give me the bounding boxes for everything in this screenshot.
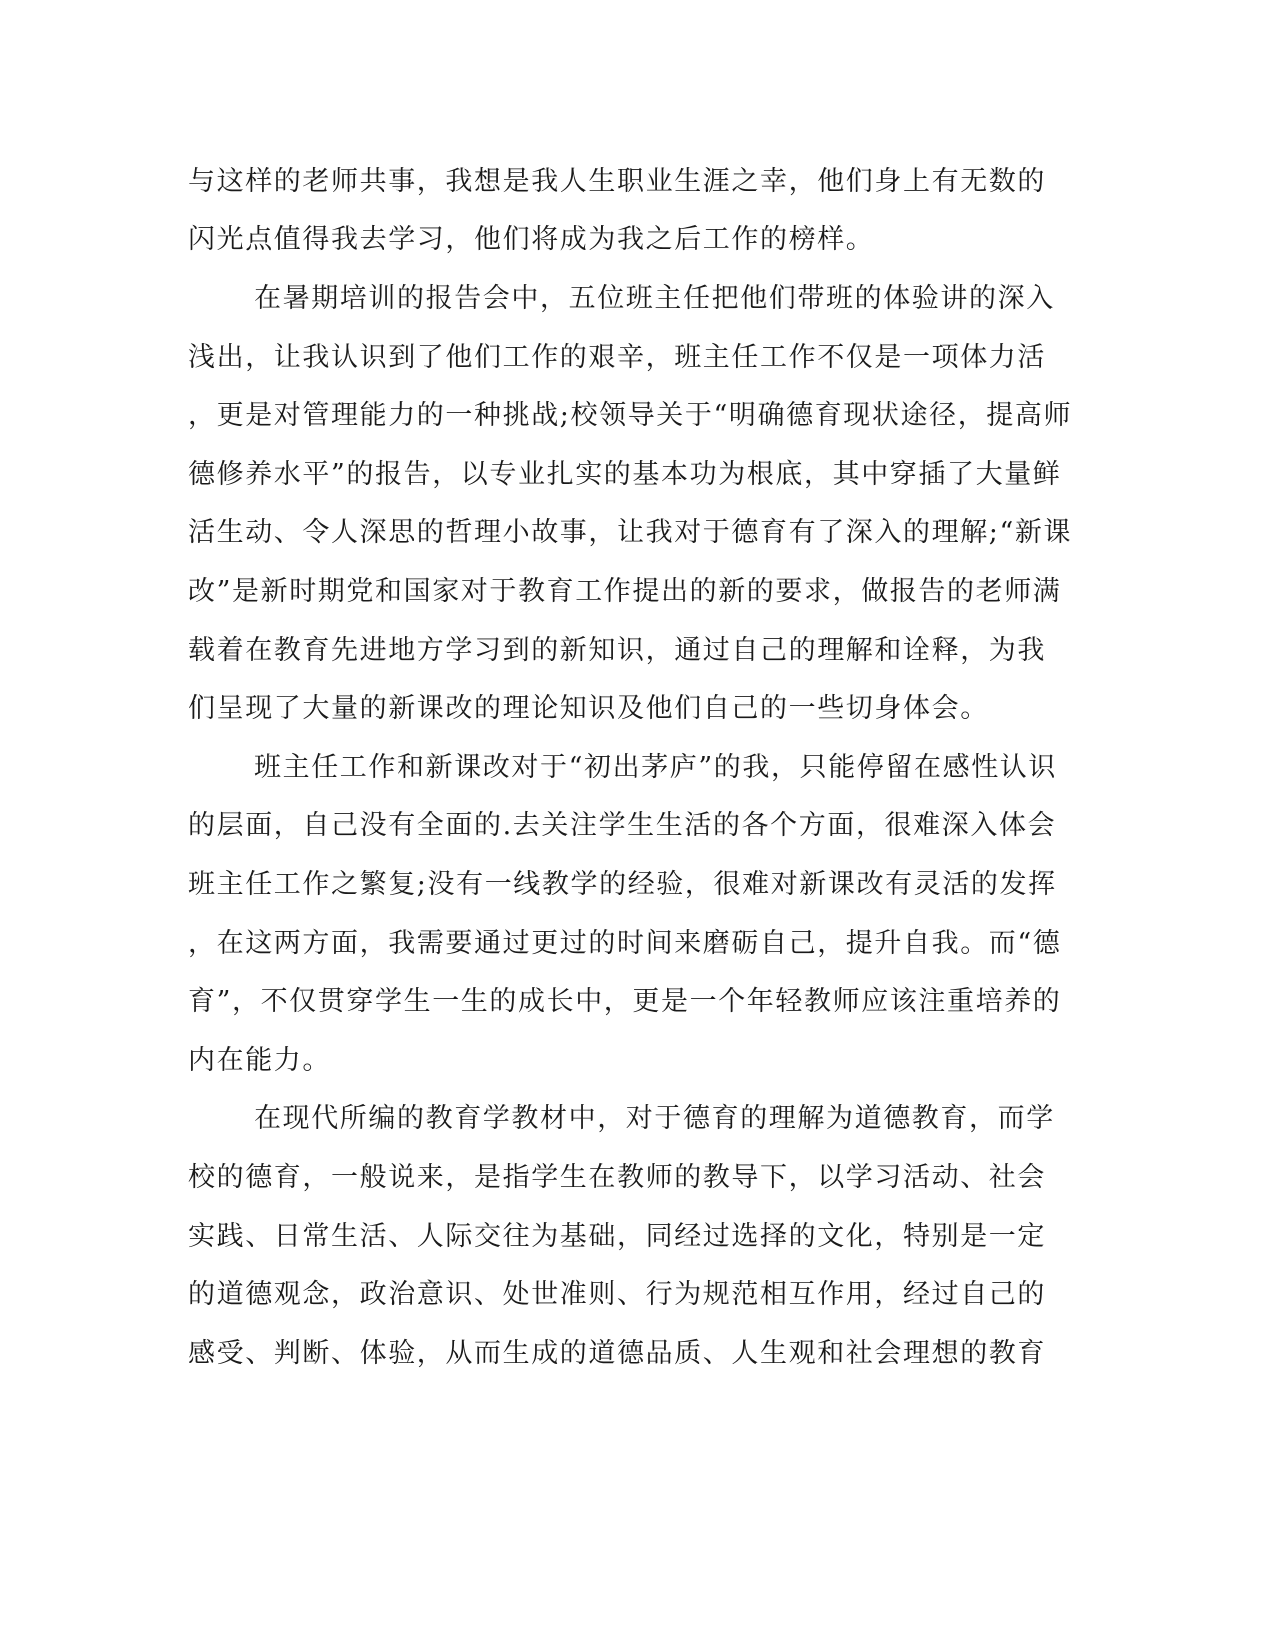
paragraph-start-line: 班主任工作和新课改对于“初出茅庐”的我，只能停留在感性认识	[254, 752, 1058, 783]
text-line: 载着在教育先进地方学习到的新知识，通过自己的理解和诠释，为我	[188, 635, 1046, 666]
text-line: 实践、日常生活、人际交往为基础，同经过选择的文化，特别是一定	[188, 1221, 1046, 1252]
paragraph-start-line: 在现代所编的教育学教材中，对于德育的理解为道德教育，而学	[254, 1103, 1055, 1134]
text-line: ，更是对管理能力的一种挑战;校领导关于“明确德育现状途径，提高师	[188, 400, 1073, 431]
text-line: 感受、判断、体验，从而生成的道德品质、人生观和社会理想的教育	[188, 1338, 1046, 1369]
text-line: 内在能力。	[188, 1045, 331, 1076]
text-line: 的层面，自己没有全面的.去关注学生生活的各个方面，很难深入体会	[188, 810, 1057, 841]
text-line: 德修养水平”的报告，以专业扎实的基本功为根底，其中穿插了大量鲜	[188, 459, 1062, 490]
text-line: 班主任工作之繁复;没有一线教学的经验，很难对新课改有灵活的发挥	[188, 869, 1057, 900]
text-line: 浅出，让我认识到了他们工作的艰辛，班主任工作不仅是一项体力活	[188, 342, 1046, 373]
paragraph-start-line: 在暑期培训的报告会中，五位班主任把他们带班的体验讲的深入	[254, 283, 1055, 314]
text-line: 闪光点值得我去学习，他们将成为我之后工作的榜样。	[188, 224, 875, 255]
text-line: ，在这两方面，我需要通过更过的时间来磨砺自己，提升自我。而“德	[188, 928, 1062, 959]
text-line: 活生动、令人深思的哲理小故事，让我对于德育有了深入的理解;“新课	[188, 517, 1073, 548]
text-line: 校的德育，一般说来，是指学生在教师的教导下，以学习活动、社会	[188, 1162, 1046, 1193]
text-line: 的道德观念，政治意识、处世准则、行为规范相互作用，经过自己的	[188, 1279, 1046, 1310]
text-line: 育”，不仅贯穿学生一生的成长中，更是一个年轻教师应该注重培养的	[188, 986, 1062, 1017]
text-line: 改”是新时期党和国家对于教育工作提出的新的要求，做报告的老师满	[188, 576, 1062, 607]
text-line: 与这样的老师共事，我想是我人生职业生涯之幸，他们身上有无数的	[188, 166, 1046, 197]
text-line: 们呈现了大量的新课改的理论知识及他们自己的一些切身体会。	[188, 693, 989, 724]
